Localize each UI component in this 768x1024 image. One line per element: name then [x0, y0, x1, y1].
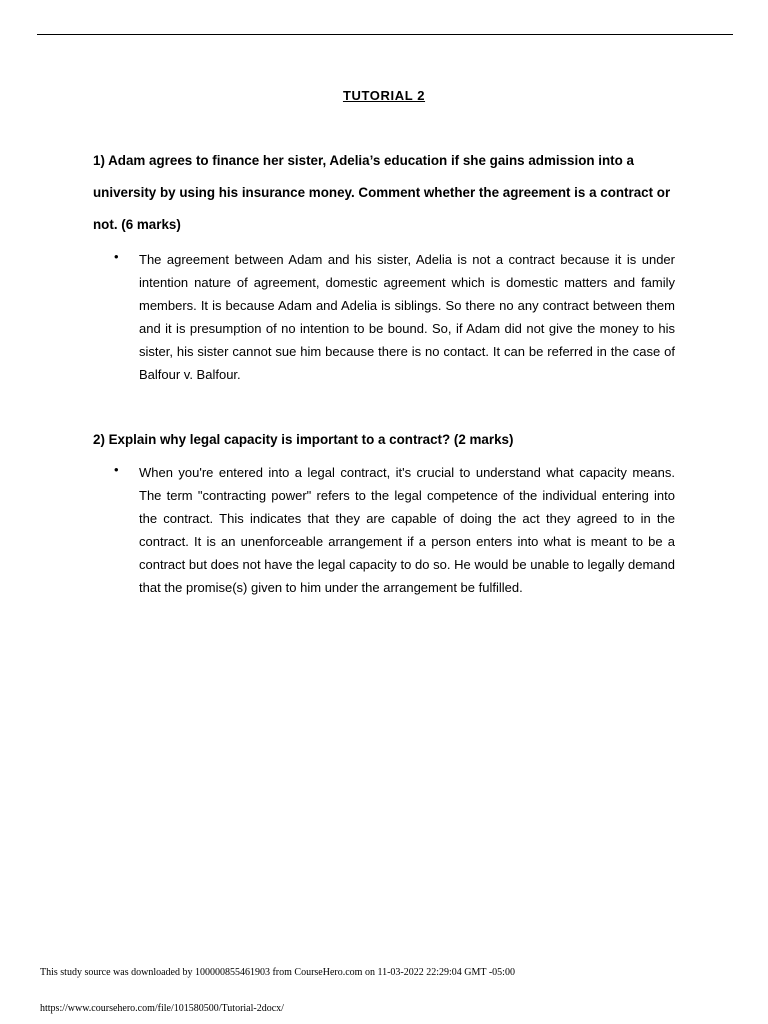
page-title: TUTORIAL 2 [342, 88, 426, 103]
download-source-note: This study source was downloaded by 100000855461903 from CourseHero.com on 11-03-2022 22:29:04 GMT -05:00 [40, 967, 515, 978]
header-rule [37, 34, 733, 35]
bullet-icon: • [114, 462, 119, 477]
question-2: 2) Explain why legal capacity is important to a contract? (2 marks) [93, 432, 514, 447]
bullet-icon: • [114, 249, 119, 264]
answer-1: The agreement between Adam and his sister, Adelia is not a contract because it is under intention nature of agreement, domestic agreement which is domestic matters and family members. It is because Adam and Adelia is siblings. So there no any contract between them and it is presumption of no intention to be bound. So, if Adam did not give the money to his sister, his sister cannot sue him because there is no contact. It can be referred in the case of Balfour v. Balfour. [139, 252, 675, 382]
source-url-link[interactable]: https://www.coursehero.com/file/101580500/Tutorial-2docx/ [40, 1003, 284, 1014]
question-1: 1) Adam agrees to finance her sister, Adelia’s education if she gains admission into a university by using his insurance money. Comment whether the agreement is a contract or not. (6 marks) [93, 153, 671, 232]
answer-2: When you're entered into a legal contract, it's crucial to understand what capacity means. The term "contracting power" refers to the legal competence of the individual entering into the contract. This indicates that they are capable of doing the act they agreed to in the contract. It is an unenforceable arrangement if a person enters into what is meant to be a contract but does not have the legal capacity to do so. He would be unable to legally demand that the promise(s) given to him under the arrangement be fulfilled. [139, 465, 675, 595]
